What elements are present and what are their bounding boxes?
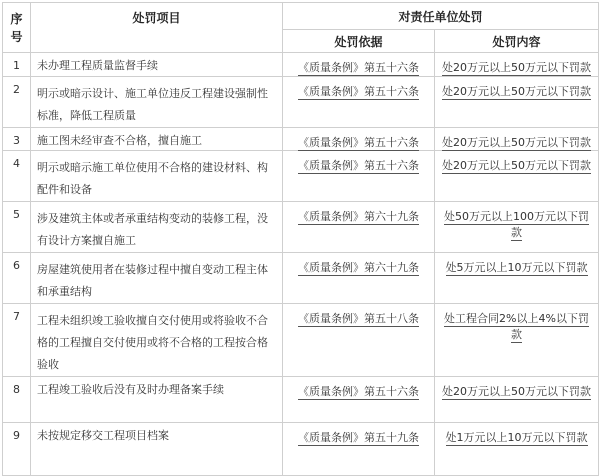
table-row (3, 377, 599, 423)
row-basis: 《质量条例》第五十六条 (283, 377, 435, 423)
row-index: 9 (3, 423, 31, 476)
row-basis: 《质量条例》第五十八条 (283, 304, 435, 377)
row-item: 工程竣工验收后没有及时办理备案手续 (31, 377, 283, 423)
row-basis: 《质量条例》第五十六条 (283, 53, 435, 77)
row-index: 1 (3, 53, 31, 77)
row-index: 8 (3, 377, 31, 423)
row-index: 3 (3, 128, 31, 151)
row-basis: 《质量条例》第五十六条 (283, 77, 435, 128)
row-penalty: 处5万元以上10万元以下罚款 (435, 253, 599, 304)
row-index: 2 (3, 77, 31, 128)
row-penalty: 处20万元以上50万元以下罚款 (435, 128, 599, 151)
header-row-1 (3, 3, 599, 30)
row-penalty: 处20万元以上50万元以下罚款 (435, 53, 599, 77)
content-header: 处罚内容 (435, 30, 599, 53)
table-row (3, 423, 599, 476)
row-penalty: 处20万元以上50万元以下罚款 (435, 151, 599, 202)
row-index: 6 (3, 253, 31, 304)
index-header: 序号 (3, 3, 31, 53)
row-basis: 《质量条例》第六十九条 (283, 202, 435, 253)
row-basis: 《质量条例》第六十九条 (283, 253, 435, 304)
row-penalty: 处50万元以上100万元以下罚款 (435, 202, 599, 253)
table-row (3, 151, 599, 202)
row-index: 5 (3, 202, 31, 253)
group-header: 对责任单位处罚 (283, 3, 599, 30)
table-row (3, 253, 599, 304)
row-penalty: 处工程合同2%以上4%以下罚款 (435, 304, 599, 377)
row-index: 7 (3, 304, 31, 377)
row-item: 明示或暗示施工单位使用不合格的建设材料、构配件和设备 (31, 151, 283, 202)
row-basis: 《质量条例》第五十六条 (283, 151, 435, 202)
penalty-table (2, 2, 599, 476)
row-index: 4 (3, 151, 31, 202)
row-item: 施工图未经审查不合格，擅自施工 (31, 128, 283, 151)
row-penalty: 处1万元以上10万元以下罚款 (435, 423, 599, 476)
row-item: 未按规定移交工程项目档案 (31, 423, 283, 476)
row-item: 未办理工程质量监督手续 (31, 53, 283, 77)
row-item: 明示或暗示设计、施工单位违反工程建设强制性标准，降低工程质量 (31, 77, 283, 128)
table-row (3, 128, 599, 151)
row-item: 工程未组织竣工验收擅自交付使用或将验收不合格的工程擅自交付使用或将不合格的工程按合格验收 (31, 304, 283, 377)
basis-header: 处罚依据 (283, 30, 435, 53)
row-item: 房屋建筑使用者在装修过程中擅自变动工程主体和承重结构 (31, 253, 283, 304)
row-basis: 《质量条例》第五十六条 (283, 128, 435, 151)
table-row (3, 304, 599, 377)
table-row (3, 202, 599, 253)
row-item: 涉及建筑主体或者承重结构变动的装修工程，没有设计方案擅自施工 (31, 202, 283, 253)
row-basis: 《质量条例》第五十九条 (283, 423, 435, 476)
row-penalty: 处20万元以上50万元以下罚款 (435, 77, 599, 128)
item-header: 处罚项目 (31, 3, 283, 53)
row-penalty: 处20万元以上50万元以下罚款 (435, 377, 599, 423)
table-row (3, 53, 599, 77)
table-row (3, 77, 599, 128)
